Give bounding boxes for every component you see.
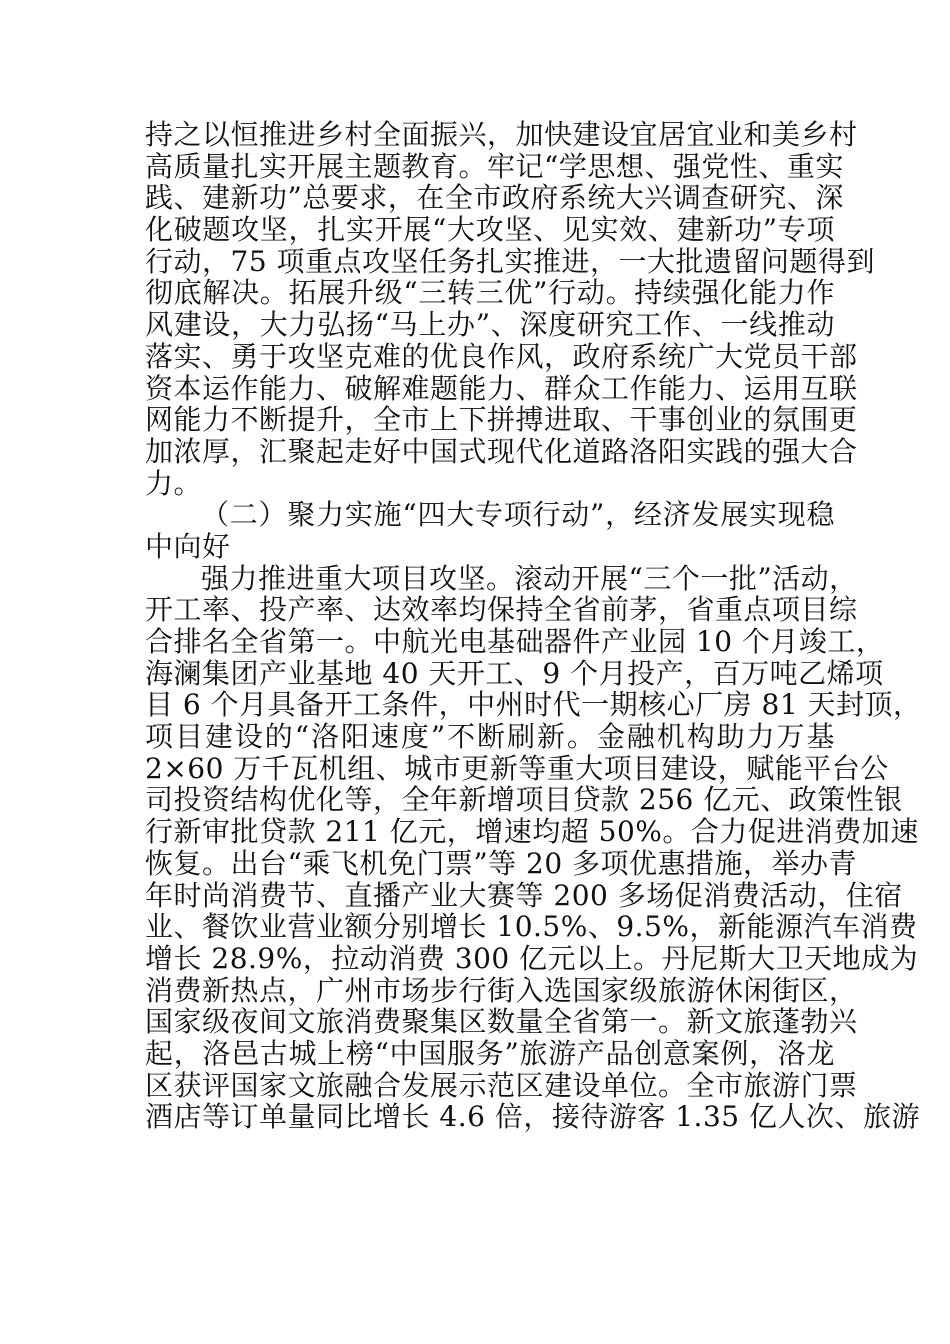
text-line: 加浓厚，汇聚起走好中国式现代化道路洛阳实践的强大合 (145, 434, 858, 468)
document-page (145, 118, 922, 1134)
text-line: 国家级夜间文旅消费聚集区数量全省第一。新文旅蓬勃兴 (145, 1005, 858, 1039)
text-line: 区获评国家文旅融合发展示范区建设单位。全市旅游门票 (145, 1068, 858, 1102)
text-line: 增长 28.9%，拉动消费 300 亿元以上。丹尼斯大卫天地成为 (145, 941, 919, 975)
text-line: 2×60 万千瓦机组、城市更新等重大项目建设，赋能平台公 (145, 751, 889, 785)
text-line: 行新审批贷款 211 亿元，增速均超 50%。合力促进消费加速 (145, 815, 919, 849)
text-line: 网能力不断提升，全市上下拼搏进取、干事创业的氛围更 (145, 403, 858, 437)
text-line: 恢复。出台“乘飞机免门票”等 20 多项优惠措施，举办青 (145, 846, 858, 880)
heading-line: （二）聚力实施“四大专项行动”，经济发展实现稳 (201, 498, 835, 532)
text-line: 业、餐饮业营业额分别增长 10.5%、9.5%，新能源汽车消费 (145, 910, 918, 944)
text-line: 持之以恒推进乡村全面振兴，加快建设宜居宜业和美乡村 (145, 118, 858, 151)
text-line: 力。 (145, 466, 203, 500)
text-line: 高质量扎实开展主题教育。牢记“学思想、强党性、重实 (145, 149, 844, 183)
heading-line: 中向好 (145, 529, 231, 563)
text-line: 行动，75 项重点攻坚任务扎实推进，一大批遗留问题得到 (145, 244, 876, 278)
text-line: 海澜集团产业基地 40 天开工、9 个月投产，百万吨乙烯项 (145, 656, 884, 690)
text-line: 风建设，大力弘扬“马上办”、深度研究工作、一线推动 (145, 308, 835, 342)
text-line: 消费新热点，广州市场步行街入选国家级旅游休闲街区， (145, 973, 858, 1007)
paragraph-rural-revitalization (145, 118, 876, 500)
paragraph-major-projects (145, 561, 922, 1134)
text-line: 项目建设的“洛阳速度”不断刷新。金融机构助力万基 (145, 720, 835, 754)
text-line: 合排名全省第一。中航光电基础器件产业园 10 个月竣工， (145, 625, 885, 658)
text-line: 践、建新功”总要求，在全市政府系统大兴调查研究、深 (145, 181, 844, 215)
text-line: 酒店等订单量同比增长 4.6 倍，接待游客 1.35 亿人次、旅游 (145, 1100, 920, 1134)
section-heading (145, 499, 835, 562)
text-line: 强力推进重大项目攻坚。滚动开展“三个一批”活动， (201, 561, 858, 595)
text-line: 化破题攻坚，扎实开展“大攻坚、见实效、建新功”专项 (145, 213, 835, 247)
text-line: 落实、勇于攻坚克难的优良作风，政府系统广大党员干部 (145, 339, 858, 373)
text-line: 资本运作能力、破解难题能力、群众工作能力、运用互联 (145, 371, 858, 405)
text-line: 起，洛邑古城上榜“中国服务”旅游产品创意案例，洛龙 (145, 1036, 835, 1070)
text-line: 开工率、投产率、达效率均保持全省前茅，省重点项目综 (145, 593, 858, 627)
text-line: 目 6 个月具备开工条件，中州时代一期核心厂房 81 天封顶， (145, 688, 922, 722)
text-line: 年时尚消费节、直播产业大赛等 200 多场促消费活动，住宿 (145, 878, 903, 912)
text-line: 司投资结构优化等，全年新增项目贷款 256 亿元、政策性银 (145, 783, 903, 817)
text-line: 彻底解决。拓展升级“三转三优”行动。持续强化能力作 (145, 276, 835, 310)
